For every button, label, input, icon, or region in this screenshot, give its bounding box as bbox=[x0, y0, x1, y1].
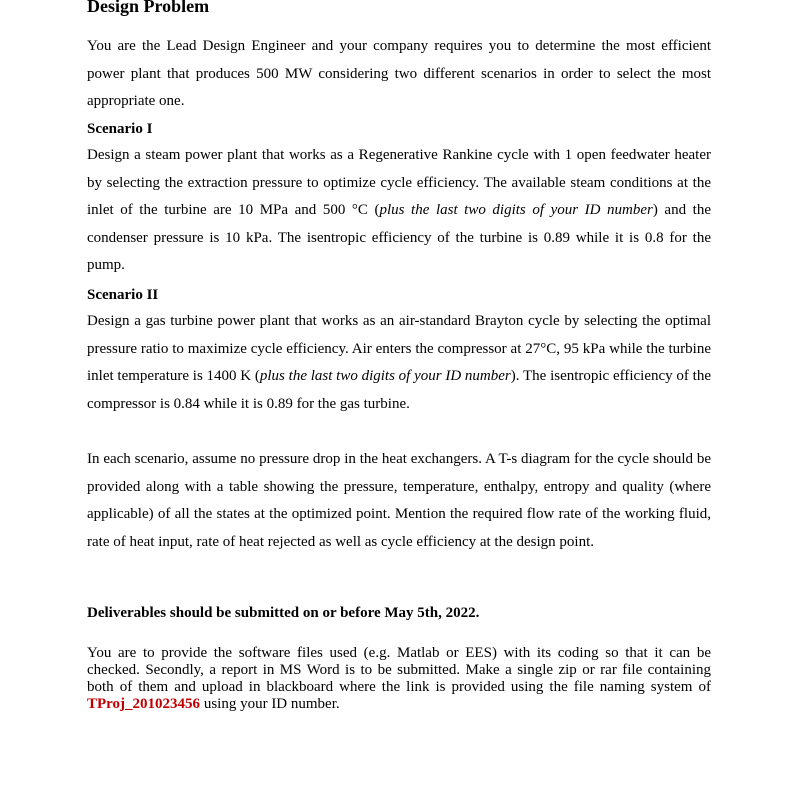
intro-paragraph: You are the Lead Design Engineer and your company requires you to determine the most efficient power plant that produces 500 MW considering two different scenarios in order to select the most appropriate one. bbox=[87, 38, 711, 110]
scenario-1-heading: Scenario I bbox=[87, 121, 153, 137]
submission-text-a: You are to provide the software files used (e.g. Matlab or EES) with its coding so that it can be checked. Secondly, a report in MS Word is to be submitted. Make a single zip or rar file containing both of them and upload in blackboard where the link is provided using the file naming system of bbox=[87, 645, 711, 695]
scenario-2-paragraph bbox=[87, 308, 711, 418]
scenario-2-text-a: Design a gas turbine power plant that works as an air-standard Brayton cycle by selecting the optimal pressure ratio to maximize cycle efficiency. Air enters the compressor at 27°C, 95 kPa while the turbine inlet temperature is 1400 K ( bbox=[87, 313, 711, 385]
scenario-1-paragraph bbox=[87, 142, 711, 280]
submission-paragraph bbox=[87, 645, 711, 713]
requirements-paragraph: In each scenario, assume no pressure drop in the heat exchangers. A T-s diagram for the cycle should be provided along with a table showing the pressure, temperature, enthalpy, entropy and quality (where applicable) of all the states at the optimized point. Mention the required flow rate of the working fluid, rate of heat input, rate of heat rejected as well as cycle efficiency at the design point. bbox=[87, 451, 711, 550]
scenario-1-text-a: Design a steam power plant that works as a Regenerative Rankine cycle with 1 open feedwater heater by selecting the extraction pressure to optimize cycle efficiency. The available steam conditions at the inlet of the turbine are 10 MPa and 500 °C ( bbox=[87, 147, 711, 219]
scenario-1-text-italic: plus the last two digits of your ID number bbox=[379, 202, 653, 219]
deadline-notice: Deliverables should be submitted on or before May 5th, 2022. bbox=[87, 605, 480, 621]
scenario-2-text-b: ). The isentropic efficiency of the compressor is 0.84 while it is 0.89 for the gas turbine. bbox=[87, 368, 711, 412]
scenario-1-text-b: ) and the condenser pressure is 10 kPa. The isentropic efficiency of the turbine is 0.89 while it is 0.8 for the pump. bbox=[87, 202, 711, 274]
submission-text-b: using your ID number. bbox=[200, 696, 340, 712]
scenario-2-text-italic: plus the last two digits of your ID number bbox=[259, 368, 511, 385]
file-naming-example: TProj_201023456 bbox=[87, 696, 201, 712]
scenario-2-heading: Scenario II bbox=[87, 287, 159, 303]
document-title: Design Problem bbox=[87, 0, 210, 16]
